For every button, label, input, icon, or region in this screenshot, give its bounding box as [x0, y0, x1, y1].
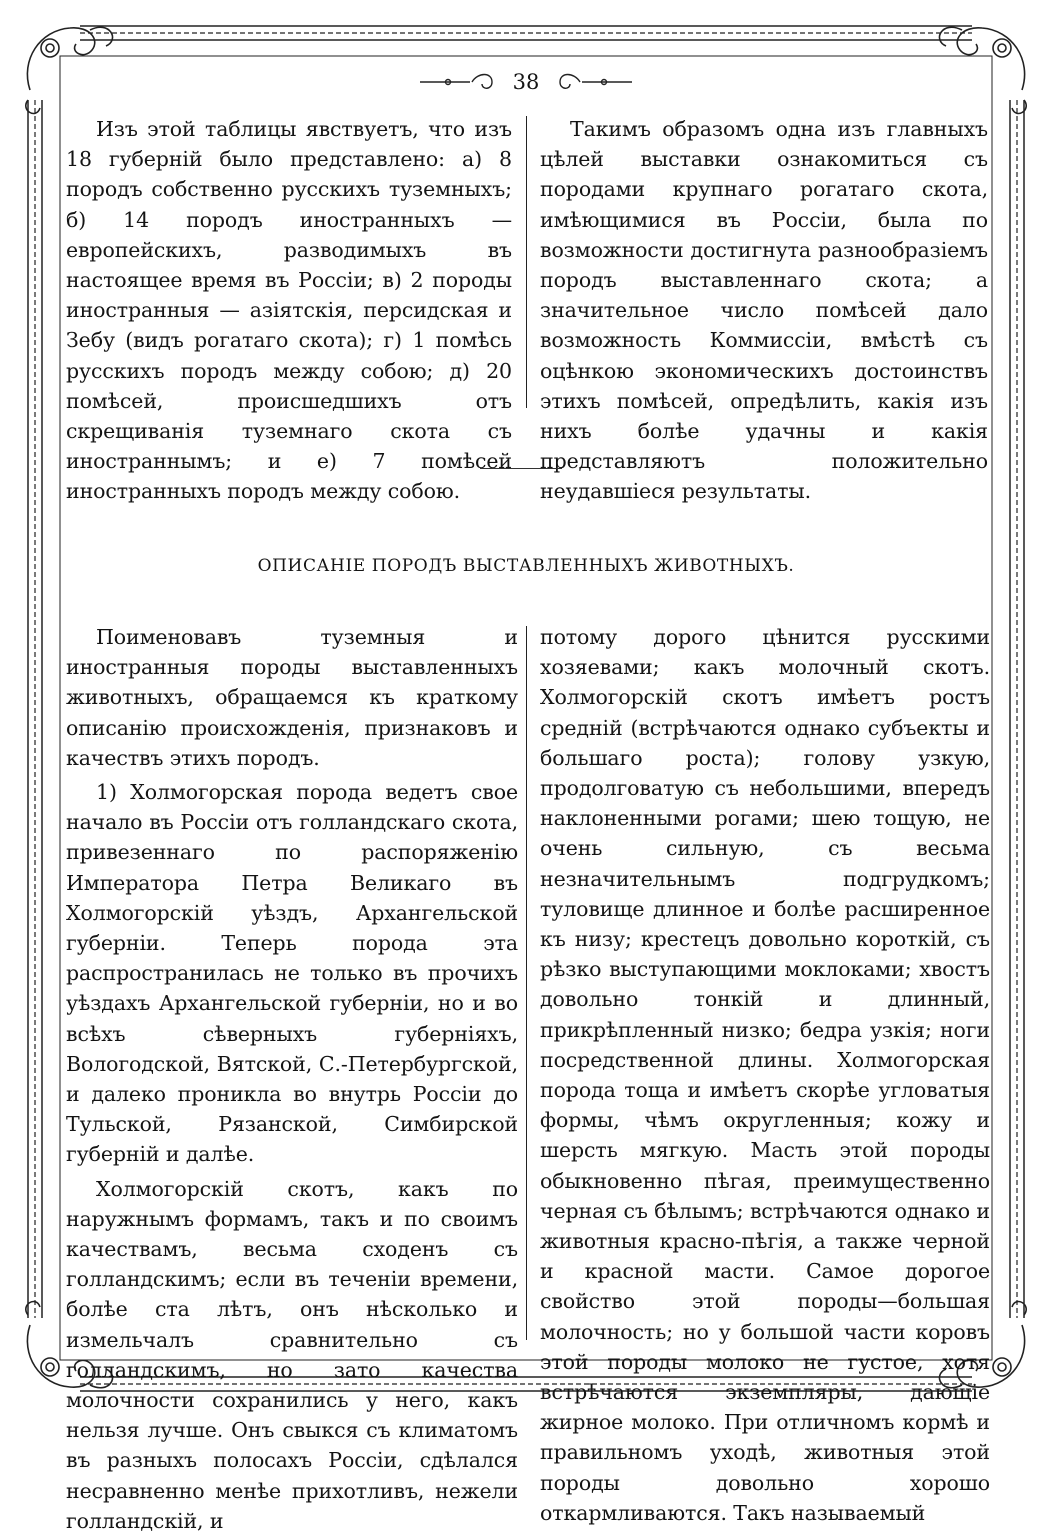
page-header — [0, 64, 1052, 100]
paragraph: 1) Холмогорская порода ведетъ свое начало въ Россіи отъ голландскаго скота, привезеннаго по распоряженію Императора Петра Великаго въ Холмогорскій уѣздъ, Архангельской губерніи. Теперь порода эта распространилась не только въ прочихъ уѣздахъ Архангельской губерніи, но и во всѣхъ сѣверныхъ губерніяхъ, Вологодской, Вятской, С.-Петербургской, и далеко проникла во внутрь Россіи до Тульской, Рязанской, Симбирской губерній и далѣе. — [66, 780, 518, 1167]
section-divider — [480, 468, 562, 469]
paragraph: Изъ этой таблицы явствуетъ, что изъ 18 губерній было представлено: а) 8 породъ собственно русскихъ туземныхъ; б) 14 породъ иностранныхъ — европейскихъ, разводимыхъ въ настоящее время въ Россіи; в) 2 породы иностранныя — азіятскія, персидская и Зебу (видъ рогатаго скота); г) 1 помѣсь русскихъ породъ между собою; д) 20 помѣсей, происшедшихъ отъ скрещиванія туземнаго скота съ иностраннымъ; и е) 7 помѣсей иностранныхъ породъ между собою. — [66, 117, 512, 504]
paragraph: Поименовавъ туземныя и иностранныя породы выставленныхъ животныхъ, обращаемся къ краткому описанію происхожденія, признаковъ и качествъ этихъ породъ. — [66, 625, 518, 770]
column-rule-top — [526, 116, 527, 408]
page-number: 38 — [501, 64, 552, 100]
paragraph: потому дорого цѣнится русскими хозяевами; какъ молочный скотъ. Холмогорскій скотъ имѣетъ ростъ средній (встрѣчаются однако субъекты и большаго роста); голову узкую, продолговатую съ небольшими, впередъ наклоненными рогами; шею тощую, не очень сильную, съ весьма незначительнымъ подгрудкомъ; туловище длинное и болѣе расширенное къ низу; крестецъ довольно короткій, съ рѣзко выступающими моклоками; хвостъ довольно тонкій и длинный, прикрѣпленный низко; бедра узкія; ноги посредственной длины. Холмогорская порода тоща и имѣетъ скорѣе угловатыя формы, чѣмъ округленныя; кожу и шерсть мягкую. Масть этой породы обыкновенно пѣгая, преимущественно черная съ бѣлымъ; встрѣчаются однако и животныя красно-пѣгія, а также черной и красной масти. Самое дорогое свойство этой породы—большая молочность; но у большой части коровъ этой породы молоко не густое, хотя встрѣчаются экземпляры, дающіе жирное молоко. При отличномъ кормѣ и правильномъ уходѣ, животныя этой породы довольно хорошо откармливаются. Такъ называемый — [540, 625, 990, 1525]
paragraph: Холмогорскій скотъ, какъ по наружнымъ формамъ, такъ и по своимъ качествамъ, весьма сходенъ съ голландскимъ; если въ теченіи времени, болѣе ста лѣтъ, онъ нѣсколько и измельчалъ сравнительно съ голландскимъ, но зато качества молочности сохранились у него, какъ нельзя лучше. Онъ свыкся съ климатомъ въ разныхъ полосахъ Россіи, сдѣлался несравненно менѣе прихотливъ, нежели голландскій, и — [66, 1176, 518, 1533]
section-title: ОПИСАНІЕ ПОРОДЪ ВЫСТАВЛЕННЫХЪ ЖИВОТНЫХЪ. — [257, 556, 795, 576]
bottom-left-column — [66, 622, 518, 1536]
column-rule-bottom — [526, 626, 527, 1340]
top-left-column — [66, 114, 512, 507]
paragraph: Такимъ образомъ одна изъ главныхъ цѣлей выставки ознакомиться съ породами крупнаго рогатаго скота, имѣющимися въ Россіи, была по возможности достигнута разнообразіемъ породъ выставленнаго скота; а значительное число помѣсей дало возможность Коммиссіи, вмѣстѣ съ оцѣнкою экономическихъ достоинствъ этихъ помѣсей, опредѣлить, какія изъ нихъ болѣе удачны и какія представляютъ положительно неудавшіеся результаты. — [540, 117, 988, 504]
bottom-right-column — [540, 622, 990, 1528]
top-right-column — [540, 114, 988, 507]
